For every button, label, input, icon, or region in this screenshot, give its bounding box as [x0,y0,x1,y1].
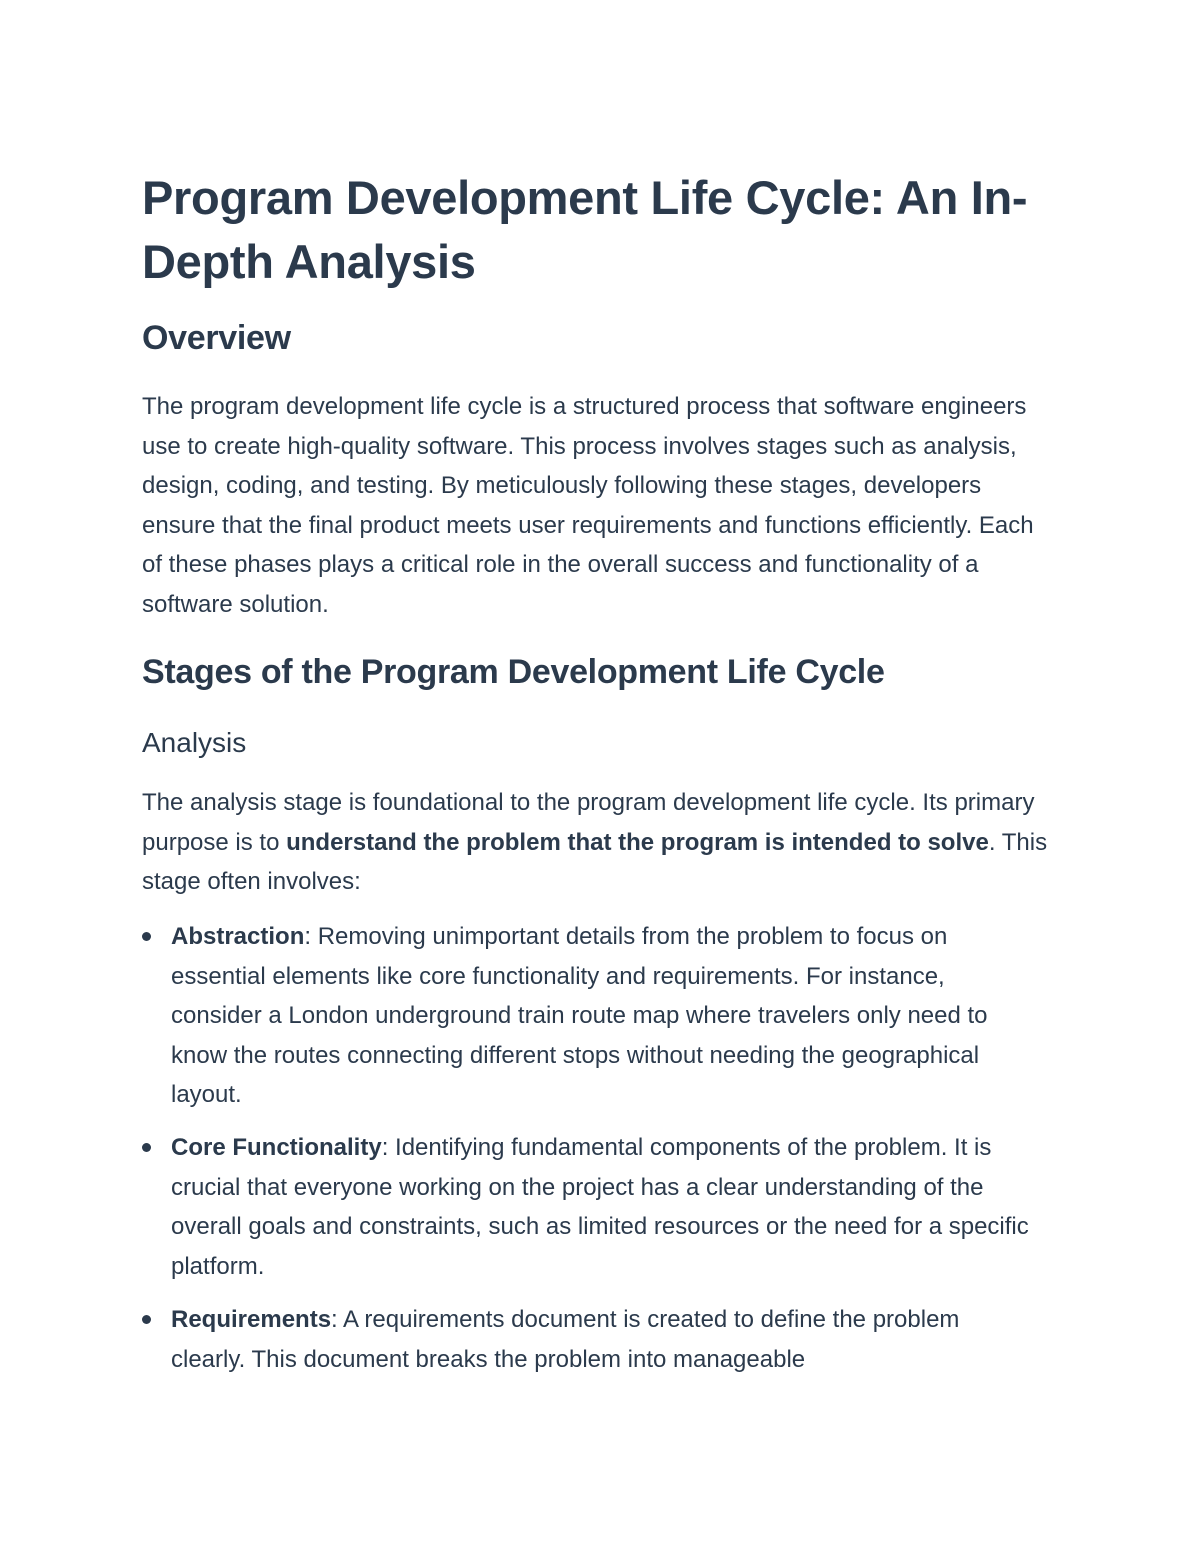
list-item-text [171,917,1037,1115]
analysis-intro-paragraph [142,783,1052,902]
list-item-body: : Removing unimportant details from the problem to focus on essential elements like core functionality and requirements. For instance, consider a London underground train route map where travelers only need to know the routes connecting different stops without needing the geographical layout. [171,923,988,1109]
list-item-body: : A requirements document is created to define the problem clearly. This document breaks the problem into manageable [171,1306,960,1373]
list-item-term: Core Functionality [171,1134,382,1161]
stages-heading: Stages of the Program Development Life Cycle [142,653,885,691]
overview-paragraph: The program development life cycle is a structured process that software engineers use to create high-quality software. This process involves stages such as analysis, design, coding, and testing. By meticulously following these stages, developers ensure that the final product meets user requirements and functions efficiently. Each of these phases plays a critical role in the overall success and functionality of a software solution. [142,393,1034,618]
analysis-intro-bold: understand the problem that the program is intended to solve [286,828,989,856]
list-item-text [171,1300,1037,1379]
document-title: Program Development Life Cycle: An In-Depth Analysis [142,171,1028,288]
list-item-term: Requirements [171,1306,332,1333]
list-item-term: Abstraction [171,923,305,950]
bullet-icon [142,932,151,941]
list-item-body: : Identifying fundamental components of the problem. It is crucial that everyone working on the project has a clear understanding of the overall goals and constraints, such as limited resources or the need for a specific platform. [171,1134,1029,1280]
analysis-intro-end: . This stage often involves: [142,828,1048,896]
list-item-text [171,1128,1037,1286]
overview-heading: Overview [142,319,291,357]
bullet-icon [142,1143,151,1152]
analysis-heading: Analysis [142,727,247,758]
analysis-intro-start: The analysis stage is foundational to the program development life cycle. Its primary purpose is to [142,789,1035,856]
bullet-icon [142,1315,151,1324]
